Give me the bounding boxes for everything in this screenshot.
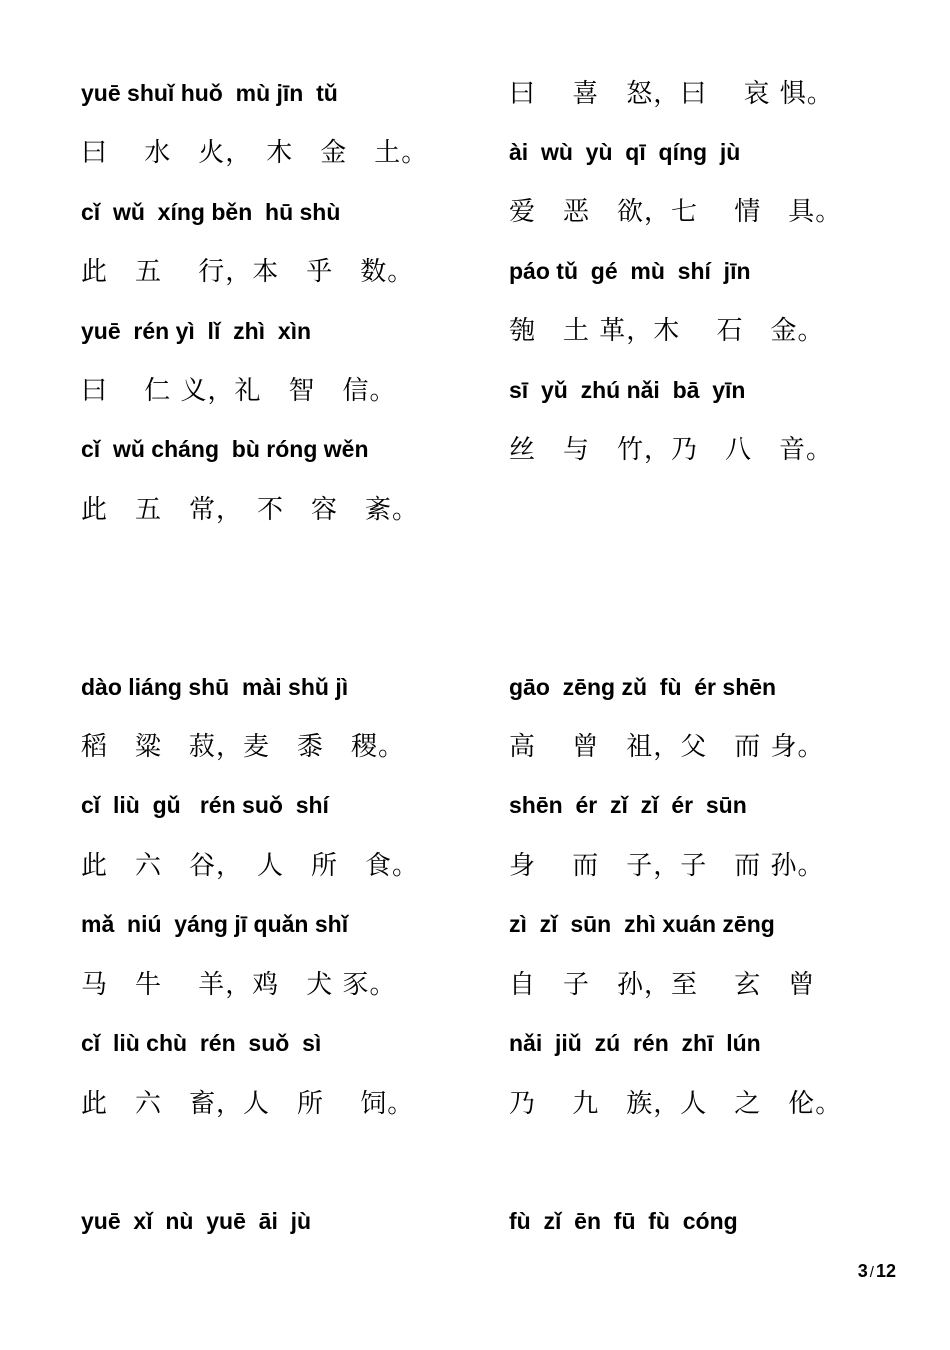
pinyin-line: yuē xǐ nù yuē āi jù xyxy=(81,1208,312,1234)
hanzi-line: 稻 粱 菽，麦 黍 稷。 xyxy=(81,732,406,762)
pinyin-line: zì zǐ sūn zhì xuán zēng xyxy=(509,911,775,937)
pinyin-line: yuē rén yì lǐ zhì xìn xyxy=(81,318,312,344)
pinyin-line: yuē shuǐ huǒ mù jīn tǔ xyxy=(81,80,338,106)
pinyin-line: sī yǔ zhú nǎi bā yīn xyxy=(509,377,746,403)
hanzi-line: 此 六 畜，人 所 饲。 xyxy=(81,1089,415,1119)
pinyin-line: cǐ wǔ cháng bù róng wěn xyxy=(81,436,369,462)
pinyin-line: ài wù yù qī qíng jù xyxy=(509,139,741,165)
page-total: 12 xyxy=(875,1261,896,1281)
hanzi-line: 马 牛 羊，鸡 犬 豕。 xyxy=(81,970,397,1000)
hanzi-line: 高 曾 祖，父 而 身。 xyxy=(509,732,825,762)
pinyin-line: cǐ wǔ xíng běn hū shù xyxy=(81,199,341,225)
page-separator: / xyxy=(869,1264,874,1281)
pinyin-line: fù zǐ ēn fū fù cóng xyxy=(509,1208,738,1234)
pinyin-line: gāo zēng zǔ fù ér shēn xyxy=(509,674,777,700)
page-current: 3 xyxy=(857,1261,868,1281)
pinyin-line: shēn ér zǐ zǐ ér sūn xyxy=(509,792,747,818)
hanzi-line: 曰 喜 怒，曰 哀 惧。 xyxy=(509,79,834,109)
hanzi-line: 曰 水 火， 木 金 土。 xyxy=(81,138,429,168)
hanzi-line: 爱 恶 欲，七 情 具。 xyxy=(509,197,843,227)
pinyin-line: dào liáng shū mài shǔ jì xyxy=(81,674,349,700)
hanzi-line: 曰 仁 义，礼 智 信。 xyxy=(81,376,397,406)
pinyin-line: cǐ liù chù rén suǒ sì xyxy=(81,1030,322,1056)
hanzi-line: 此 五 行，本 乎 数。 xyxy=(81,257,415,287)
pinyin-line: cǐ liù gǔ rén suǒ shí xyxy=(81,792,329,818)
hanzi-line: 此 五 常， 不 容 紊。 xyxy=(81,495,420,525)
hanzi-line: 匏 土 革，木 石 金。 xyxy=(509,316,825,346)
hanzi-line: 此 六 谷， 人 所 食。 xyxy=(81,851,420,881)
hanzi-line: 乃 九 族，人 之 伦。 xyxy=(509,1089,843,1119)
hanzi-line: 身 而 子，子 而 孙。 xyxy=(509,851,825,881)
page-number xyxy=(858,1258,896,1286)
pinyin-line: páo tǔ gé mù shí jīn xyxy=(509,258,751,284)
hanzi-line: 丝 与 竹，乃 八 音。 xyxy=(509,435,834,465)
pinyin-line: mǎ niú yáng jī quǎn shǐ xyxy=(81,911,349,937)
hanzi-line: 自 子 孙，至 玄 曾 xyxy=(509,970,816,1000)
pinyin-line: nǎi jiǔ zú rén zhī lún xyxy=(509,1030,761,1056)
